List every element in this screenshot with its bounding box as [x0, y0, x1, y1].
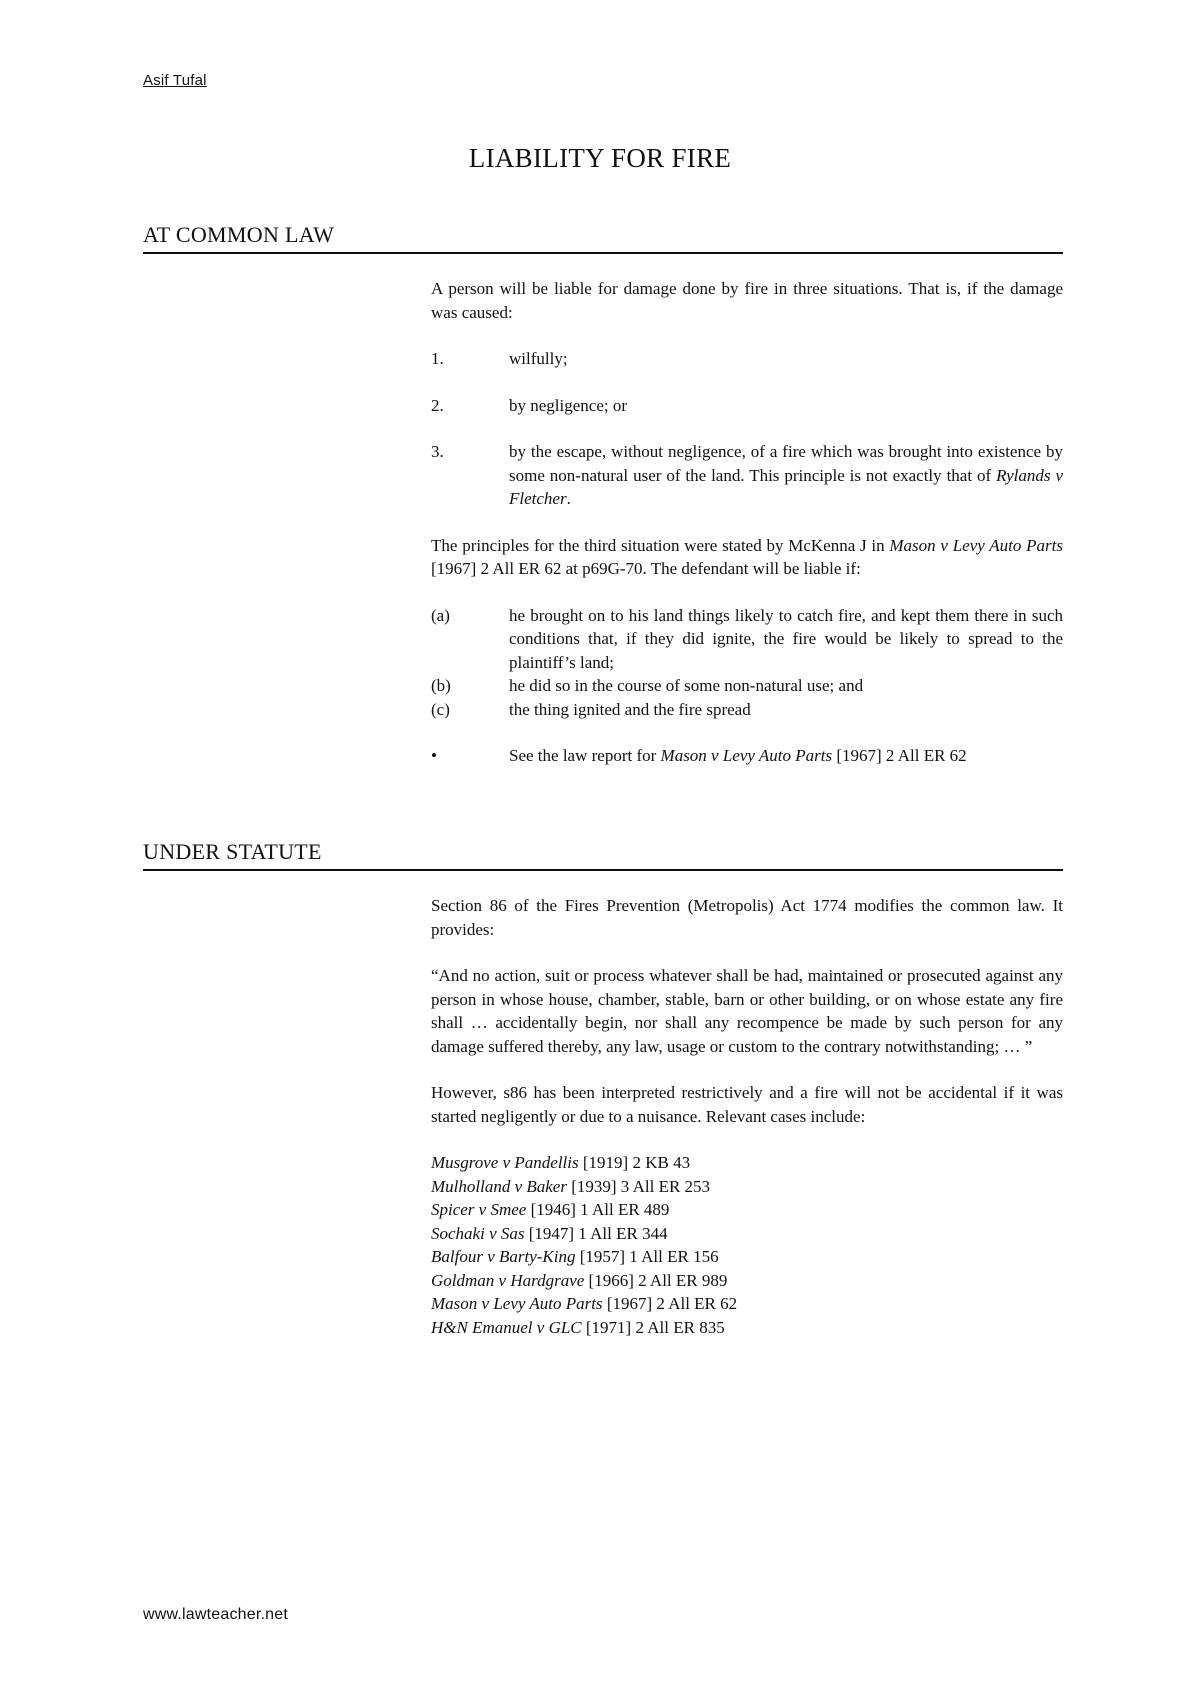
- common-law-content: [431, 277, 1063, 768]
- bullet-icon: •: [431, 746, 437, 765]
- case-item: Balfour v Barty-King [1957] 1 All ER 156: [431, 1247, 719, 1266]
- page-title: LIABILITY FOR FIRE: [468, 143, 732, 173]
- case-item: Spicer v Smee [1946] 1 All ER 489: [431, 1200, 670, 1219]
- list-item: [431, 394, 1063, 418]
- case-name: Rylands v Fletcher: [509, 465, 1063, 508]
- condition-item: [431, 698, 1063, 722]
- condition-item: [431, 674, 1063, 698]
- bullet-text: See the law report for Mason v Levy Auto Parts [1967] 2 All ER 62: [509, 746, 967, 765]
- section-heading-common-law: AT COMMON LAW: [143, 222, 1063, 254]
- list-number: 3.: [431, 442, 444, 461]
- principles-paragraph: The principles for the third situation were stated by McKenna J in Mason v Levy Auto Parts [1967] 2 All ER 62 at p69G-70. The defendant will be liable if:: [431, 535, 1063, 578]
- interpretation-paragraph: However, s86 has been interpreted restrictively and a fire will not be accidental if it was started negligently or due to a nuisance. Relevant cases include:: [431, 1083, 1063, 1126]
- condition-text: the thing ignited and the fire spread: [509, 699, 751, 719]
- statute-quote: “And no action, suit or process whatever shall be had, maintained or prosecuted against any person in whose house, chamber, stable, barn or other building, or on whose estate any fire shall … accidentally begin, nor shall any recompence be made by such person for any damage suffered thereby, any law, usage or custom to the contrary notwithstanding; … ”: [431, 966, 1063, 1056]
- case-item: Mason v Levy Auto Parts [1967] 2 All ER 62: [431, 1294, 738, 1313]
- condition-label: (a): [431, 605, 450, 625]
- case-item: H&N Emanuel v GLC [1971] 2 All ER 835: [431, 1317, 725, 1337]
- condition-text: he brought on to his land things likely to catch fire, and kept them there in such conditions that, if they did ignite, the fire would be likely to spread to the plaintiff’s land;: [509, 605, 1063, 672]
- case-item: Goldman v Hardgrave [1966] 2 All ER 989: [431, 1270, 728, 1290]
- section-heading-statute: UNDER STATUTE: [143, 839, 1063, 871]
- condition-label: (c): [431, 699, 450, 719]
- list-number: 1.: [431, 349, 444, 368]
- author-name: Asif Tufal: [143, 72, 207, 89]
- case-item: Sochaki v Sas [1947] 1 All ER 344: [431, 1223, 668, 1243]
- list-item: [431, 347, 1063, 371]
- case-item: Mulholland v Baker [1939] 3 All ER 253: [431, 1176, 711, 1196]
- list-number: 2.: [431, 395, 444, 415]
- common-law-intro: A person will be liable for damage done by fire in three situations. That is, if the damage was caused:: [431, 279, 1063, 322]
- condition-label: (b): [431, 676, 451, 695]
- bullet-item: [431, 744, 1063, 768]
- case-list: [431, 1151, 1063, 1339]
- statute-content: [431, 894, 1063, 1339]
- list-item: [431, 440, 1063, 511]
- footer-url: www.lawteacher.net: [143, 1606, 289, 1623]
- list-text: by negligence; or: [509, 395, 628, 415]
- case-name: Mason v Levy Auto Parts: [889, 535, 1063, 555]
- statute-intro: Section 86 of the Fires Prevention (Metropolis) Act 1774 modifies the common law. It provides:: [431, 896, 1063, 939]
- condition-item: [431, 604, 1063, 675]
- list-text: wilfully;: [509, 349, 568, 368]
- case-name: Mason v Levy Auto Parts: [660, 746, 833, 765]
- list-text: by the escape, without negligence, of a fire which was brought into existence by some non-natural user of the land. This principle is not exactly that of Rylands v Fletcher.: [509, 442, 1063, 508]
- condition-text: he did so in the course of some non-natural use; and: [509, 676, 864, 695]
- case-item: Musgrove v Pandellis [1919] 2 KB 43: [431, 1153, 691, 1172]
